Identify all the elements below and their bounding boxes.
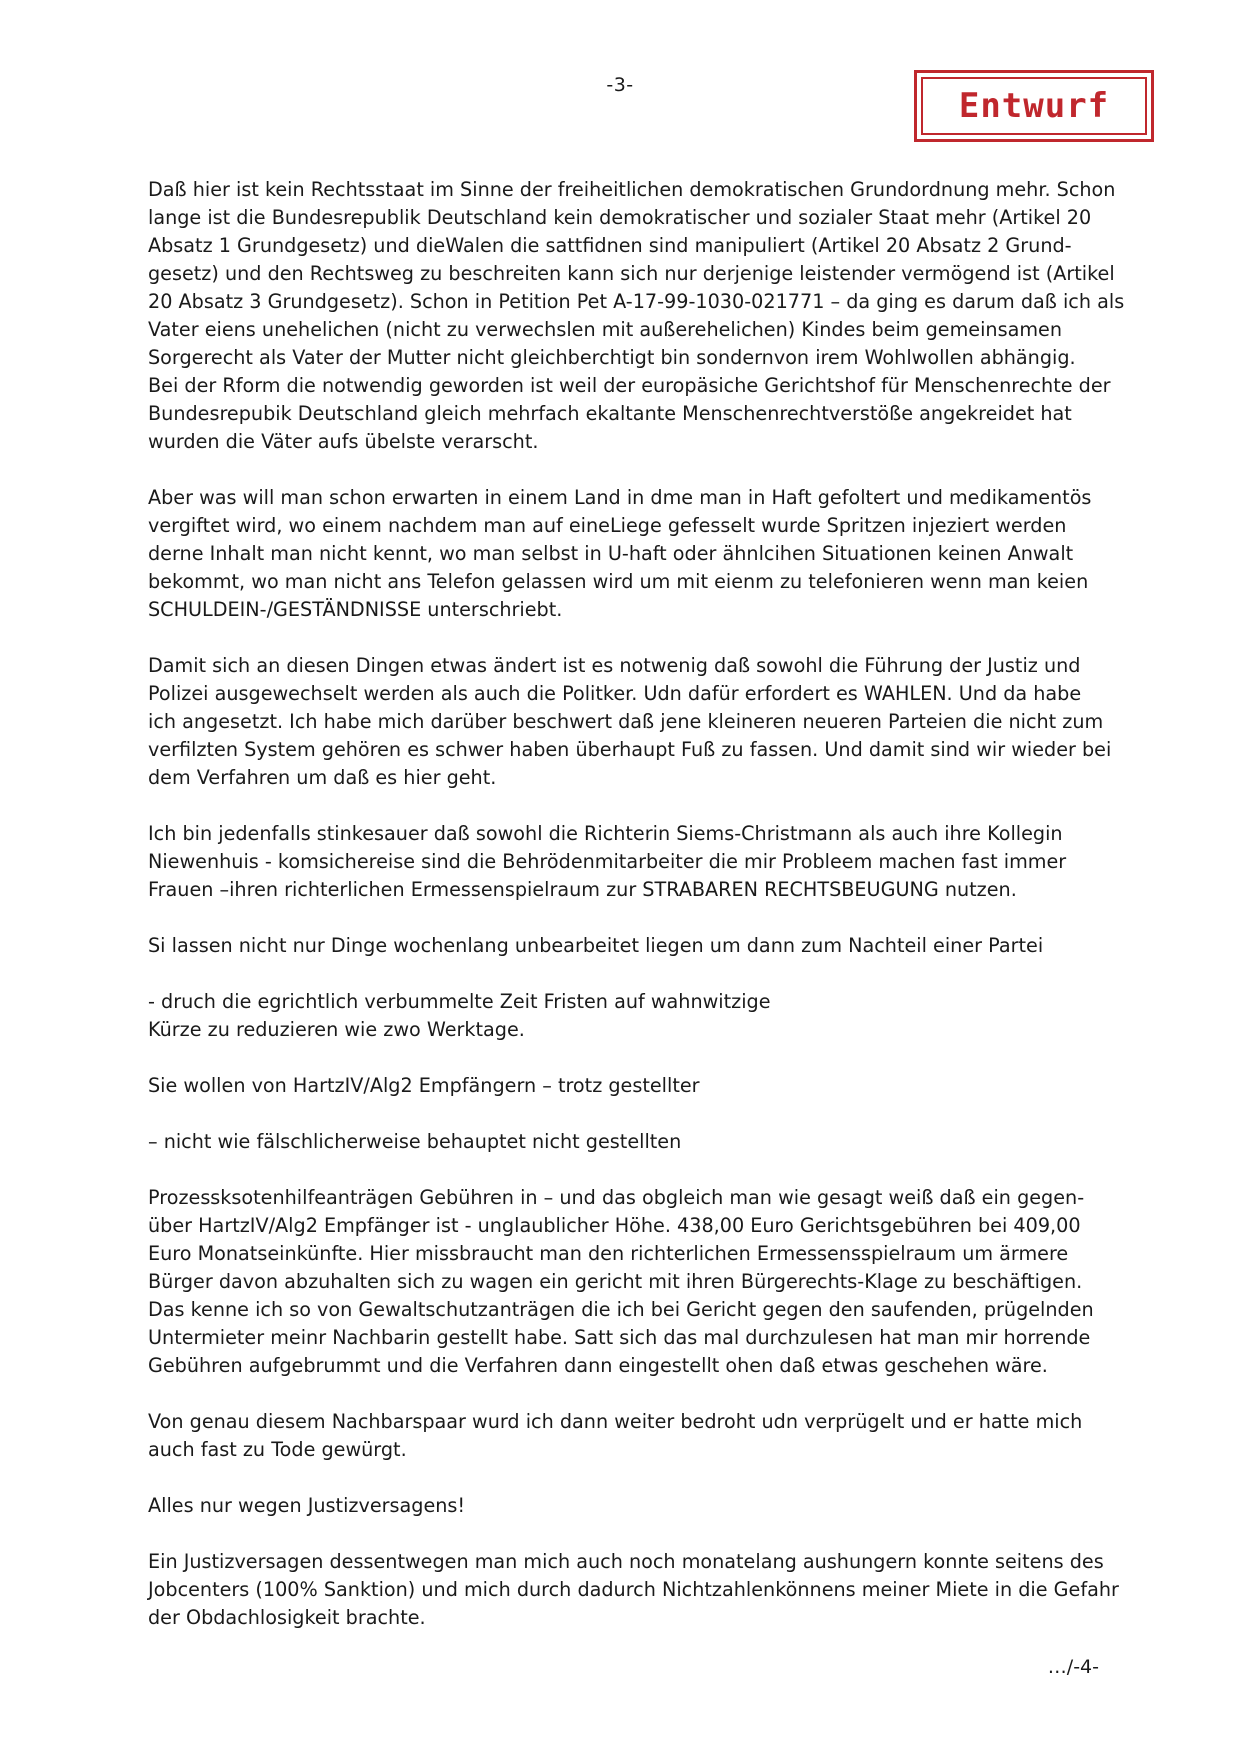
text-line: – nicht wie fälschlicherweise behauptet nicht gestellten (148, 1130, 682, 1153)
next-page-marker: …/-4- (1047, 1656, 1099, 1678)
paragraph (148, 484, 1098, 624)
text-line: auch fast zu Tode gewürgt. (148, 1438, 407, 1461)
text-line: Bei der Rform die notwendig geworden ist weil der europäsiche Gerichtshof für Menschenrechte der (148, 374, 1111, 397)
draft-stamp (914, 70, 1154, 142)
text-line: 20 Absatz 3 Grundgesetz). Schon in Petition Pet A-17-99-1030-021771 – da ging es darum daß ich als (148, 290, 1125, 313)
text-line: Untermieter meinr Nachbarin gestellt habe. Satt sich das mal durchzulesen hat man mir horrende (148, 1326, 1091, 1349)
text-line: ich angesetzt. Ich habe mich darüber beschwert daß jene kleineren neueren Parteien die nicht zum (148, 710, 1104, 733)
paragraph (148, 988, 1098, 1044)
paragraph (148, 1492, 1098, 1520)
text-line: Das kenne ich so von Gewaltschutzanträgen die ich bei Gericht gegen den saufenden, prügelnden (148, 1298, 1094, 1321)
text-line: Sorgerecht als Vater der Mutter nicht gleichberchtigt bin sondernvon irem Wohlwollen abhängig. (148, 346, 1076, 369)
text-line: Gebühren aufgebrummt und die Verfahren dann eingestellt ohen daß etwas geschehen wäre. (148, 1354, 1048, 1377)
text-line: Polizei ausgewechselt werden als auch die Politker. Udn dafür erfordert es WAHLEN. Und da habe (148, 682, 1082, 705)
paragraph (148, 1072, 1098, 1100)
text-line: Sie wollen von HartzIV/Alg2 Empfängern – trotz gestellter (148, 1074, 700, 1097)
text-line: Euro Monatseinkünfte. Hier missbraucht man den richterlichen Ermessensspielraum um ärmere (148, 1242, 1069, 1265)
paragraph (148, 1128, 1098, 1156)
text-line: Alles nur wegen Justizversagens! (148, 1494, 466, 1517)
text-line: vergiftet wird, wo einem nachdem man auf eineLiege gefesselt wurde Spritzen injeziert werden (148, 514, 1067, 537)
text-line: dem Verfahren um daß es hier geht. (148, 766, 497, 789)
text-line: Bürger davon abzuhalten sich zu wagen ein gericht mit ihren Bürgerechts-Klage zu beschäftigen. (148, 1270, 1083, 1293)
page-number: -3- (606, 74, 634, 96)
text-line: SCHULDEIN-/GESTÄNDNISSE unterschriebt. (148, 598, 563, 621)
text-line: wurden die Väter aufs übelste verarscht. (148, 430, 539, 453)
text-line: Niewenhuis - komsichereise sind die Behrödenmitarbeiter die mir Probleem machen fast immer (148, 850, 1067, 873)
text-line: Si lassen nicht nur Dinge wochenlang unbearbeitet liegen um dann zum Nachteil einer Partei (148, 934, 1044, 957)
text-line: Jobcenters (100% Sanktion) und mich durch dadurch Nichtzahlenkönnens meiner Miete in die Gefahr (148, 1578, 1119, 1601)
text-line: Absatz 1 Grundgesetz) und dieWalen die sattfidnen sind manipuliert (Artikel 20 Absatz 2 Grund- (148, 234, 1072, 257)
text-line: Bundesrepubik Deutschland gleich mehrfach ekaltante Menschenrechtverstöße angekreidet hat (148, 402, 1072, 425)
paragraph (148, 176, 1125, 456)
text-line: Von genau diesem Nachbarspaar wurd ich dann weiter bedroht udn verprügelt und er hatte mich (148, 1410, 1083, 1433)
text-line: - druch die egrichtlich verbummelte Zeit Fristen auf wahnwitzige (148, 990, 771, 1013)
text-line: Daß hier ist kein Rechtsstaat im Sinne der freiheitlichen demokratischen Grundordnung mehr. Schon (148, 178, 1116, 201)
text-line: Aber was will man schon erwarten in einem Land in dme man in Haft gefoltert und medikamentös (148, 486, 1092, 509)
text-line: bekommt, wo man nicht ans Telefon gelassen wird um mit eienm zu telefonieren wenn man keien (148, 570, 1089, 593)
text-line: Ich bin jedenfalls stinkesauer daß sowohl die Richterin Siems-Christmann als auch ihre Kollegin (148, 822, 1063, 845)
text-line: der Obdachlosigkeit brachte. (148, 1606, 426, 1629)
text-line: Damit sich an diesen Dingen etwas ändert ist es notwenig daß sowohl die Führung der Justiz und (148, 654, 1081, 677)
paragraph (148, 1184, 1098, 1380)
text-line: Prozessksotenhilfeanträgen Gebühren in – und das obgleich man wie gesagt weiß daß ein gegen- (148, 1186, 1085, 1209)
paragraph (148, 1408, 1098, 1464)
text-line: Frauen –ihren richterlichen Ermessenspielraum zur STRABAREN RECHTSBEUGUNG nutzen. (148, 878, 1017, 901)
text-line: lange ist die Bundesrepublik Deutschland kein demokratischer und sozialer Staat mehr (Artikel 20 (148, 206, 1092, 229)
letter-body (148, 176, 1125, 1660)
text-line: gesetz) und den Rechtsweg zu beschreiten kann sich nur derjenige leistender vermögend ist (Artikel (148, 262, 1115, 285)
text-line: über HartzIV/Alg2 Empfänger ist - unglaublicher Höhe. 438,00 Euro Gerichtsgebühren bei 409,00 (148, 1214, 1081, 1237)
text-line: derne Inhalt man nicht kennt, wo man selbst in U-haft oder ähnlcihen Situationen keinen Anwalt (148, 542, 1074, 565)
paragraph (148, 1548, 1119, 1632)
text-line: Vater eiens unehelichen (nicht zu verwechslen mit außerehelichen) Kindes beim gemeinsamen (148, 318, 1062, 341)
text-line: Kürze zu reduzieren wie zwo Werktage. (148, 1018, 525, 1041)
text-line: Ein Justizversagen dessentwegen man mich auch noch monatelang aushungern konnte seitens des (148, 1550, 1104, 1573)
paragraph (148, 820, 1098, 904)
paragraph (148, 652, 1112, 792)
text-line: verfilzten System gehören es schwer haben überhaupt Fuß zu fassen. Und damit sind wir wieder bei (148, 738, 1112, 761)
paragraph (148, 932, 1098, 960)
draft-stamp-text: Entwurf (958, 86, 1110, 126)
